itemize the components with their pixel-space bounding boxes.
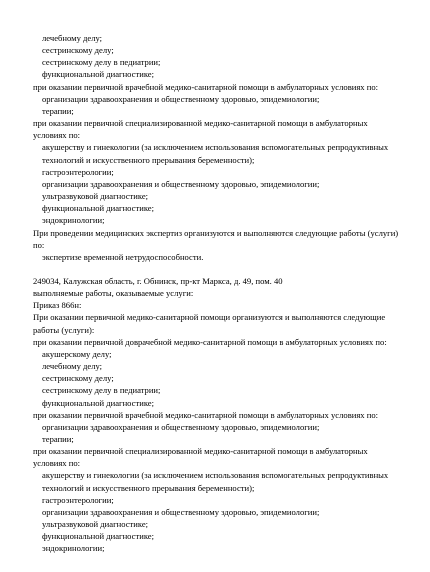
list-item: акушерству и гинекологии (за исключением использования вспомогательных репродуктивных технологий и искусственного прерывания беременности); xyxy=(42,142,389,165)
primary-care-header: при оказании первичной врачебной медико-санитарной помощи в амбулаторных условиях по: xyxy=(33,81,379,92)
list-item: сестринскому делу; xyxy=(42,45,114,56)
predoctor-header: при оказании первичной доврачебной медико-санитарной помощи в амбулаторных условиях по: xyxy=(33,336,387,347)
list-item: организации здравоохранения и общественному здоровью, эпидемиологии; xyxy=(42,178,320,189)
list-item: организации здравоохранения и общественному здоровью, эпидемиологии; xyxy=(42,93,320,104)
list-item: сестринскому делу в педиатрии; xyxy=(42,57,161,68)
works-label: выполняемые работы, оказываемые услуги: xyxy=(33,288,194,299)
list-item: сестринскому делу; xyxy=(42,373,114,384)
specialized-care-header: при оказании первичной специализированной медико-санитарной помощи в амбулаторных условиях по: xyxy=(33,118,368,141)
list-item: гастроэнтерологии; xyxy=(42,166,114,177)
list-item: акушерству и гинекологии (за исключением использования вспомогательных репродуктивных технологий и искусственного прерывания беременности); xyxy=(42,470,389,493)
list-item: сестринскому делу в педиатрии; xyxy=(42,385,161,396)
primary-care-header: при оказании первичной врачебной медико-санитарной помощи в амбулаторных условиях по: xyxy=(33,409,379,420)
intro-text: При оказании первичной медико-санитарной помощи организуются и выполняются следующие работы (услуги): xyxy=(33,312,386,335)
list-item: функциональной диагностике; xyxy=(42,531,155,542)
address: 249034, Калужская область, г. Обнинск, пр-кт Маркса, д. 49, пом. 40 xyxy=(33,275,283,286)
list-item: ультразвуковой диагностике; xyxy=(42,191,149,202)
list-item: терапии; xyxy=(42,434,74,444)
list-item: лечебному делу; xyxy=(42,33,103,43)
list-item: эндокринологии; xyxy=(42,215,105,226)
list-item: организации здравоохранения и общественному здоровью, эпидемиологии; xyxy=(42,506,320,517)
list-item: терапии; xyxy=(42,105,74,116)
specialized-care-header: при оказании первичной специализированной медико-санитарной помощи в амбулаторных условиях по: xyxy=(33,446,368,469)
expertise-header: При проведении медицинских экспертиз организуются и выполняются следующие работы (услуги) по: xyxy=(33,227,399,250)
list-item: эндокринологии; xyxy=(42,543,105,554)
list-item: функциональной диагностике; xyxy=(42,69,155,80)
section-gap xyxy=(0,263,430,275)
list-item: функциональной диагностике; xyxy=(42,397,155,408)
list-item: ультразвуковой диагностике; xyxy=(42,519,149,530)
list-item: гастроэнтерологии; xyxy=(42,494,114,505)
order-label: Приказ 866н: xyxy=(33,300,82,311)
list-item: экспертизе временной нетрудоспособности. xyxy=(42,251,204,262)
list-item: лечебному делу; xyxy=(42,361,103,372)
list-item: функциональной диагностике; xyxy=(42,203,155,214)
document-body xyxy=(0,32,430,555)
list-item: акушерскому делу; xyxy=(42,348,112,359)
list-item: организации здравоохранения и общественному здоровью, эпидемиологии; xyxy=(42,421,320,432)
